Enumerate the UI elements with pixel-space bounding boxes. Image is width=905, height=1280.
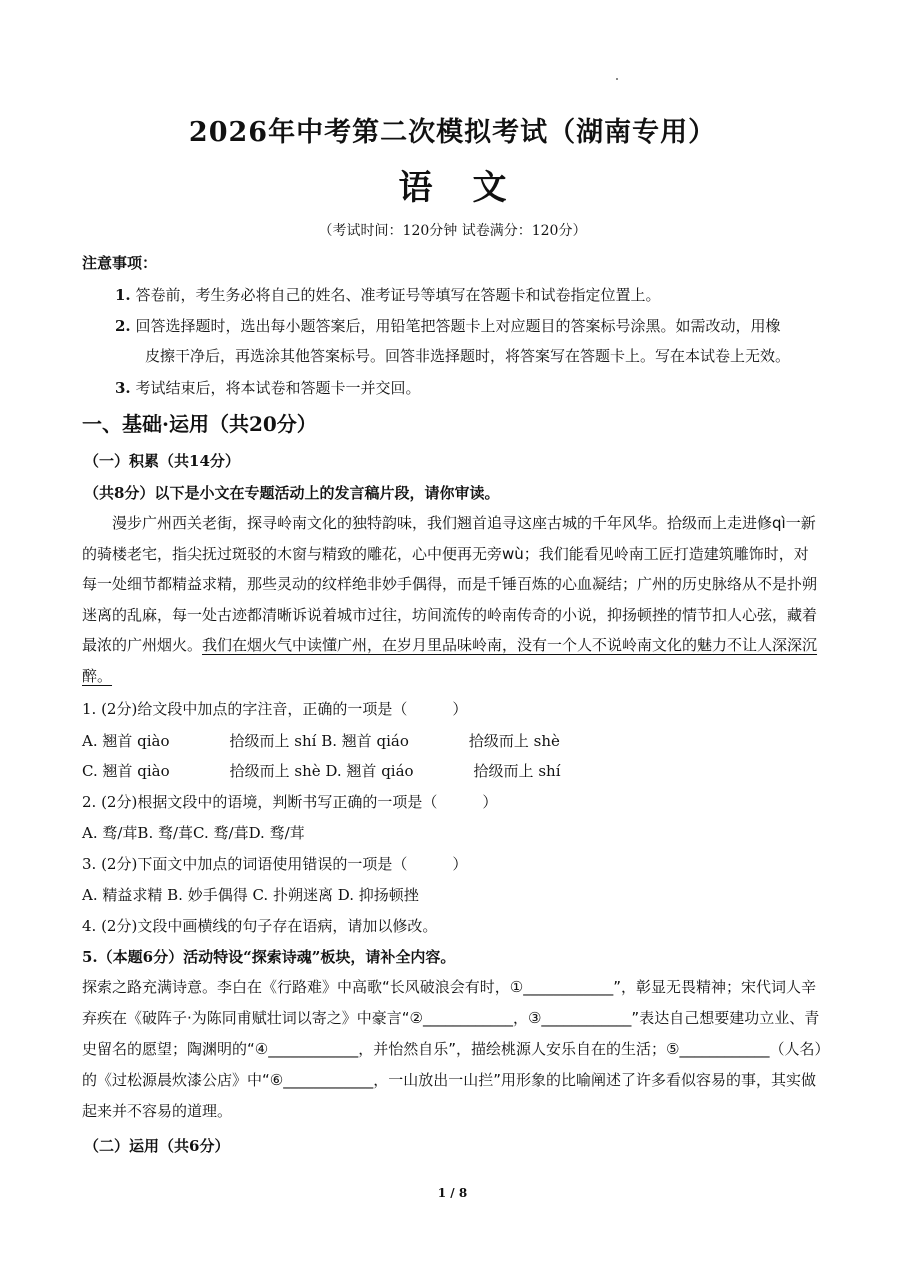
notice-num: 1. <box>115 286 131 304</box>
question-1: 1. (2分)给文段中加点的字注音，正确的一项是（ ） <box>82 700 468 718</box>
part2-heading: （二）运用（共6分） <box>84 1137 230 1155</box>
part1-heading: （一）积累（共14分） <box>84 452 240 470</box>
notice-num: 2. <box>115 317 131 335</box>
passage-text: 漫步广州西关老街，探寻岭南文化的独特韵味，我们翘首追寻这座古城的千年风华。拾级而上走进修qì一新的骑楼老宅，指尖抚过斑驳的木窗与精致的雕花，心中便再无旁wù；我们能看见岭南工匠打造建筑雕饰时，对每一处细节都精益求精，那些灵动的纹样绝非妙手偶得，而是千锤百炼的心血凝结；广州的历史脉络从不是扑朔迷离的乱麻，每一处古迹都清晰诉说着城市过往，坊间流传的岭南传奇的小说，抑扬顿挫的情节扣人心弦，藏着最浓的广州烟火。 <box>82 514 818 654</box>
notice-text: 答卷前，考生务必将自己的姓名、准考证号等填写在答题卡和试卷指定位置上。 <box>135 286 661 304</box>
section-heading: 一、基础·运用（共20分） <box>82 412 317 436</box>
notice-item-3 <box>115 377 420 398</box>
page-number: 1 / 8 <box>437 1186 468 1200</box>
notice-text: 考试结束后，将本试卷和答题卡一并交回。 <box>135 379 421 397</box>
question-3: 3. (2分)下面文中加点的词语使用错误的一项是（ ） <box>82 855 468 873</box>
question-5-text: 探索之路充满诗意。李白在《行路难》中高歌“长风破浪会有时，①____________”，彰显无畏精神；宋代词人辛弃疾在《破阵子·为陈同甫赋壮词以寄之》中豪言“②____________，③____________”表达自己想要建功立业、青史留名的愿望；陶渊明的“④____________，并怡然自乐”，描绘桃源人安乐自在的生活；⑤____________（人名）的《过松源晨炊漆公店》中“⑥____________，一山放出一山拦”用形象的比喻阐述了许多看似容易的事，其实做起来并不容易的道理。 <box>82 978 822 1120</box>
q3-options: A. 精益求精 B. 妙手偶得 C. 扑朔迷离 D. 抑扬顿挫 <box>82 886 419 904</box>
exam-meta: （考试时间：120分钟 试卷满分：120分） <box>318 223 587 239</box>
notice-text: 回答选择题时，选出每小题答案后，用铅笔把答题卡上对应题目的答案标号涂黑。如需改动，用橡 <box>135 317 781 335</box>
question-4: 4. (2分)文段中画横线的句子存在语病，请加以修改。 <box>82 917 438 935</box>
notice-item-2-cont: 皮擦干净后，再选涂其他答案标号。回答非选择题时，将答案写在答题卡上。写在本试卷上无效。 <box>145 347 791 365</box>
subject-title: 语文 <box>398 168 547 208</box>
task-intro: （共8分）以下是小文在专题活动上的发言稿片段，请你审读。 <box>84 484 500 502</box>
q2-options: A. 骛/茸B. 骛/葺C. 骛/葺D. 骛/茸 <box>82 824 305 842</box>
notice-item-1 <box>115 284 660 305</box>
question-2: 2. (2分)根据文段中的语境，判断书写正确的一项是（ ） <box>82 793 498 811</box>
question-5-heading: 5.（本题6分）活动特设“探索诗魂”板块，请补全内容。 <box>82 948 456 966</box>
underlined-sentence: 我们在烟火气中读懂广州，在岁月里品味岭南，没有一个人不说岭南文化的魅力不让人深深沉醉。 <box>82 636 818 685</box>
notice-num: 3. <box>115 379 131 397</box>
notice-heading: 注意事项： <box>82 254 158 272</box>
reading-passage <box>82 508 822 691</box>
notice-item-2 <box>115 315 780 336</box>
q1-options-row-2: C. 翘首 qiào 拾级而上 shè D. 翘首 qiáo 拾级而上 shí <box>82 762 561 780</box>
exam-title: 2026年中考第二次模拟考试（湖南专用） <box>188 117 717 148</box>
speck <box>616 78 618 80</box>
q1-options-row-1: A. 翘首 qiào 拾级而上 shí B. 翘首 qiáo 拾级而上 shè <box>82 732 560 750</box>
